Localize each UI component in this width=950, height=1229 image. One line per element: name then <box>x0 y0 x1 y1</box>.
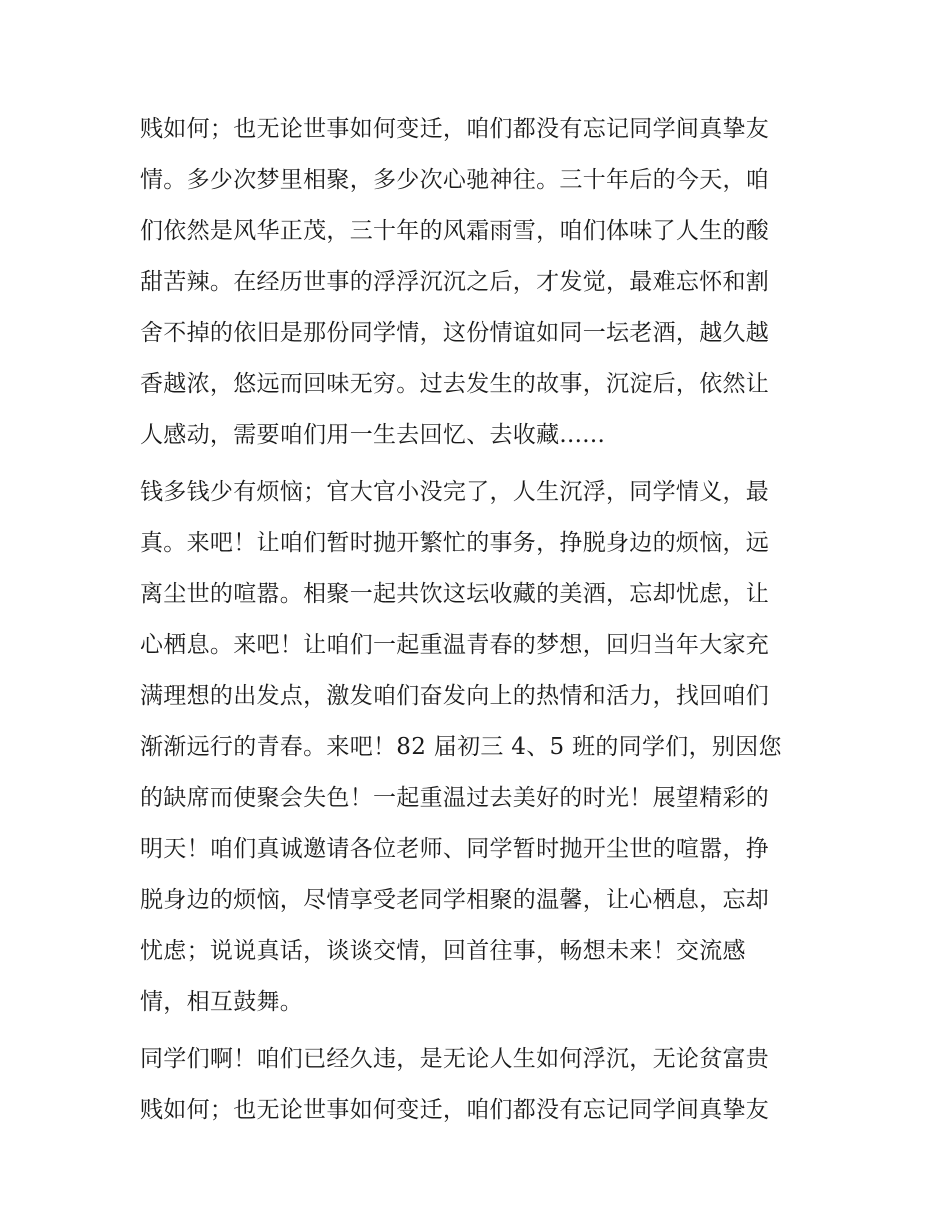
text-line: 脱身边的烦恼，尽情享受老同学相聚的温馨，让心栖息，忘却 <box>140 887 770 913</box>
text-line: 渐渐远行的青春。来吧！82 届初三 4、5 班的同学们，别因您 <box>140 734 782 760</box>
paragraph-3 <box>140 1034 820 1136</box>
text-line: 甜苦辣。在经历世事的浮浮沉沉之后，才发觉，最难忘怀和割 <box>140 269 770 295</box>
text-line: 忧虑；说说真话，谈谈交情，回首往事，畅想未来！交流感 <box>140 938 746 964</box>
text-line: 贱如何；也无论世事如何变迁，咱们都没有忘记同学间真挚友 <box>140 116 770 142</box>
text-line: 香越浓，悠远而回味无穷。过去发生的故事，沉淀后，依然让 <box>140 371 770 397</box>
text-line: 满理想的出发点，激发咱们奋发向上的热情和活力，找回咱们 <box>140 683 770 709</box>
text-line: 贱如何；也无论世事如何变迁，咱们都没有忘记同学间真挚友 <box>140 1097 770 1123</box>
body-text <box>140 104 820 1136</box>
text-line: 离尘世的喧嚣。相聚一起共饮这坛收藏的美酒，忘却忧虑，让 <box>140 581 770 607</box>
paragraph-1 <box>140 104 820 461</box>
text-line: 同学们啊！咱们已经久违，是无论人生如何浮沉，无论贫富贵 <box>140 1046 770 1072</box>
text-line: 钱多钱少有烦恼；官大官小没完了，人生沉浮，同学情义，最 <box>140 479 770 505</box>
text-line: 的缺席而使聚会失色！一起重温过去美好的时光！展望精彩的 <box>140 785 770 811</box>
text-line: 真。来吧！让咱们暂时抛开繁忙的事务，挣脱身边的烦恼，远 <box>140 530 770 556</box>
text-line: 情。多少次梦里相聚，多少次心驰神往。三十年后的今天，咱 <box>140 167 770 193</box>
text-line: 情，相互鼓舞。 <box>140 989 304 1015</box>
text-line: 们依然是风华正茂，三十年的风霜雨雪，咱们体味了人生的酸 <box>140 218 770 244</box>
text-line: 人感动，需要咱们用一生去回忆、去收藏...... <box>140 422 606 448</box>
text-line: 明天！咱们真诚邀请各位老师、同学暂时抛开尘世的喧嚣，挣 <box>140 836 770 862</box>
text-line: 心栖息。来吧！让咱们一起重温青春的梦想，回归当年大家充 <box>140 632 770 658</box>
paragraph-2 <box>140 467 820 1028</box>
text-line: 舍不掉的依旧是那份同学情，这份情谊如同一坛老酒，越久越 <box>140 320 770 346</box>
